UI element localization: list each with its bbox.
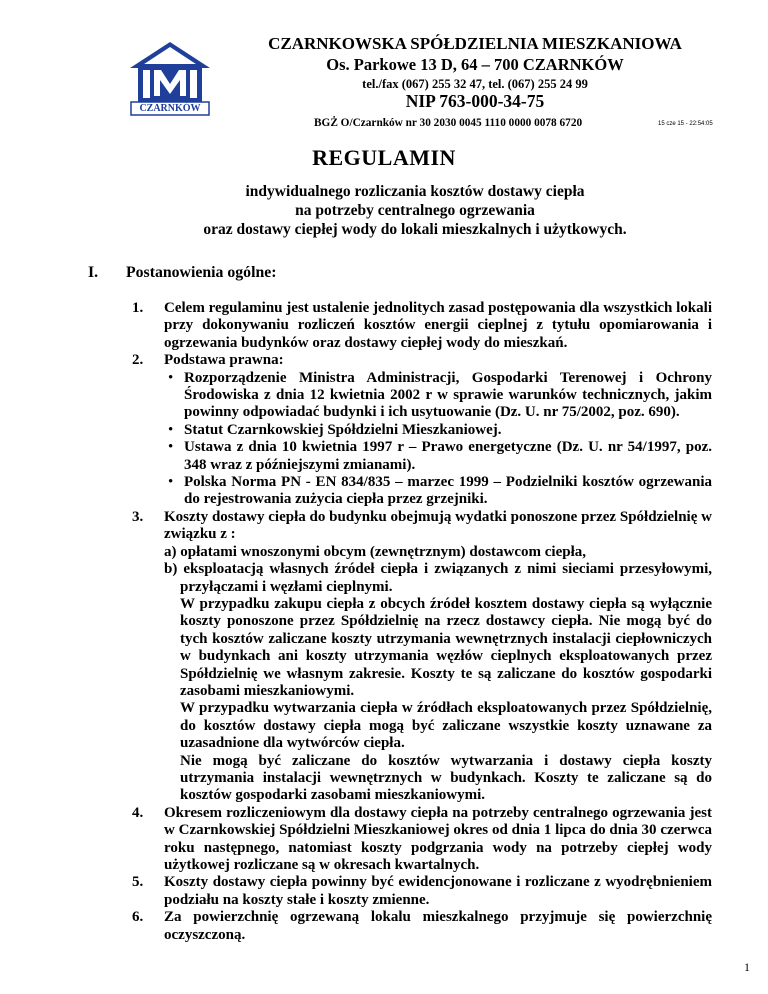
bullet-icon: • <box>168 421 174 438</box>
org-nip: NIP 763-000-34-75 <box>405 91 545 111</box>
item-number: 5. <box>132 874 144 891</box>
item-number: 2. <box>132 352 144 369</box>
document-title: REGULAMIN <box>312 145 456 170</box>
document-subtitle <box>90 182 740 239</box>
paragraph: W przypadku zakupu ciepła z obcych źródeł kosztem dostawy ciepła są wyłącznie koszty ponoszone przez Spółdzielnię na rzecz dostawcy ciepła. Nie mogą być do tych kosztów zaliczane koszty utrzymania wewnętrznych instalacji ciepłowniczych w budynkach ani koszty utrzymania węzłów cieplnych eksploatowanych przez Spółdzielnię we własnym zakresie. Koszty te są zaliczane do kosztów gospodarki zasobami mieszkaniowymi. <box>180 595 712 699</box>
org-phone: tel./fax (067) 255 32 47, tel. (067) 255 24 99 <box>362 77 588 91</box>
bullet-item <box>110 370 712 422</box>
org-name: CZARNKOWSKA SPÓŁDZIELNIA MIESZKANIOWA <box>268 34 682 53</box>
item-text: Koszty dostawy ciepła do budynku obejmują wydatki ponoszone przez Spółdzielnię w związku z : <box>164 508 712 543</box>
bullet-item <box>110 422 712 439</box>
sub-item-text: a) opłatami wnoszonymi obcym (zewnętrznym) dostawcom ciepła, <box>164 543 587 560</box>
bullet-item <box>110 474 712 509</box>
list-item <box>110 509 712 544</box>
subtitle-line: indywidualnego rozliczania kosztów dostawy ciepła <box>245 183 585 200</box>
section-title: Postanowienia ogólne: <box>126 264 277 281</box>
print-timestamp: 15 cze 15 - 22:54:05 <box>658 121 713 127</box>
org-bank-account: BGŻ O/Czarnków nr 30 2030 0045 1110 0000 0078 6720 <box>314 117 583 129</box>
subtitle-line: na potrzeby centralnego ogrzewania <box>295 202 535 219</box>
bullet-text: Polska Norma PN - EN 834/835 – marzec 1999 – Podzielniki kosztów ogrzewania do rejestrowania zużycia ciepła przez grzejniki. <box>184 474 712 508</box>
sub-item-text: b) eksploatacją własnych źródeł ciepła i związanych z nimi sieciami przesyłowymi, przyłączami i węzłami cieplnymi. <box>164 561 712 595</box>
item-text: Koszty dostawy ciepła powinny być ewidencjonowane i rozliczane z wyodrębnieniem podziału na koszty stałe i koszty zmienne. <box>164 874 712 908</box>
paragraph: Nie mogą być zaliczane do kosztów wytwarzania i dostawy ciepła koszty utrzymania instalacji wewnętrznych w budynkach. Koszty te zaliczane są do kosztów gospodarki zasobami mieszkaniowymi. <box>180 752 712 804</box>
bullet-text: Statut Czarnkowskiej Spółdzielni Mieszkaniowej. <box>184 421 502 438</box>
bullet-icon: • <box>168 474 174 491</box>
item-text: Okresem rozliczeniowym dla dostawy ciepła na potrzeby centralnego ogrzewania jest w Czarnkowskiej Spółdzielni Mieszkaniowej okres od dnia 1 lipca do dnia 30 czerwca roku następnego, natomiast koszty podgrzania wody na potrzeby ciepłej wody użytkowej rozliczane są w okresach kwartalnych. <box>164 804 712 873</box>
list-item <box>110 300 712 352</box>
list-item <box>110 352 712 369</box>
bullet-icon: • <box>168 439 174 456</box>
subtitle-line: oraz dostawy ciepłej wody do lokali mieszkalnych i użytkowych. <box>203 221 627 238</box>
paragraph: W przypadku wytwarzania ciepła w źródłach eksploatowanych przez Spółdzielnię, do kosztów dostawy ciepła mogą być zaliczane wszystkie koszty uznawane za uzasadnione dla wytwórców ciepła. <box>180 700 712 752</box>
item-number: 6. <box>132 909 144 926</box>
item-text: Za powierzchnię ogrzewaną lokalu mieszkalnego przyjmuje się powierzchnię oczyszczoną. <box>164 909 712 943</box>
list-item <box>110 874 712 909</box>
bullet-text: Rozporządzenie Ministra Administracji, Gospodarki Terenowej i Ochrony Środowiska z dnia 12 kwietnia 2002 r w sprawie warunków technicznych, jakim powinny odpowiadać budynki i ich usytuowanie (Dz. U. nr 75/2002, poz. 690). <box>184 369 712 421</box>
bullet-item <box>110 439 712 474</box>
item-text: Podstawa prawna: <box>164 352 284 369</box>
item-number: 1. <box>132 300 144 316</box>
list-item <box>110 909 712 944</box>
item-number: 4. <box>132 804 144 821</box>
logo-caption: CZARNKÓW <box>139 103 201 114</box>
sub-item-a <box>110 544 712 561</box>
org-address: Os. Parkowe 13 D, 64 – 700 CZARNKÓW <box>326 55 624 74</box>
list-item <box>110 805 712 875</box>
cooperative-logo <box>130 40 210 116</box>
bullet-icon: • <box>168 369 174 386</box>
section-content <box>110 300 712 944</box>
sub-item-b <box>110 561 712 596</box>
sub-paragraphs <box>110 596 712 805</box>
bullet-text: Ustawa z dnia 10 kwietnia 1997 r – Prawo energetyczne (Dz. U. nr 54/1997, poz. 348 wraz z późniejszymi zmianami). <box>184 439 712 473</box>
page-number: 1 <box>744 960 750 974</box>
section-number: I. <box>88 264 99 281</box>
item-number: 3. <box>132 508 144 525</box>
item-text: Celem regulaminu jest ustalenie jednolitych zasad postępowania dla wszystkich lokali przy dokonywaniu rozliczeń kosztów energii cieplnej z tytułu opomiarowania i ogrzewania budynków oraz dostawy ciepłej wody do mieszkań. <box>164 300 712 351</box>
